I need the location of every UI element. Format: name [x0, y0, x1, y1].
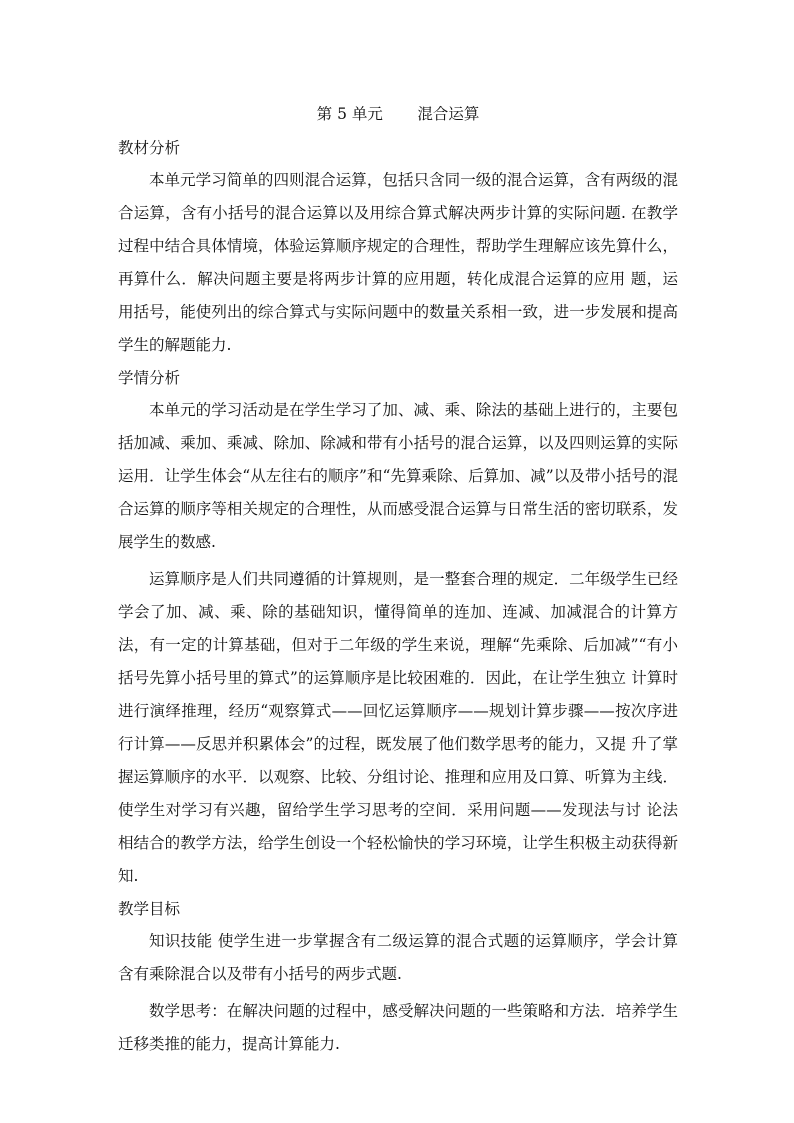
student-analysis-paragraph-2: 运算顺序是人们共同遵循的计算规则，是一整套合理的规定．二年级学生已经学会了加、减、乘、除的基础知识，懂得简单的连加、连减、加减混合的计算方法，有一定的计算基础，但对于二年级的学生来说，理解“先乘除、后加减”“有小括号先算小括号里的算式”的运算顺序是比较困难的．因此，在让学生独立 计算时进行演绎推理，经历“观察算式——回忆运算顺序——规划计算步骤——按次序进行计算——反思并积累体会”的过程，既发展了他们数学思考的能力，又提 升了掌握运算顺序的水平．以观察、比较、分组讨论、推理和应用及口算、听算为主线．使学生对学习有兴趣，留给学生学习思考的空间．采用问题——发现法与讨 论法相结合的教学方法，给学生创设一个轻松愉快的学习环境，让学生积极主动获得新知. [118, 570, 678, 885]
section-heading-textbook-analysis: 教材分析 [118, 139, 181, 157]
document-body [118, 96, 678, 1061]
teaching-goals-paragraph-2: 数学思考：在解决问题的过程中，感受解决问题的一些策略和方法．培养学生迁移类推的能力，提高计算能力. [118, 1002, 678, 1053]
section-heading-teaching-goals: 教学目标 [118, 900, 181, 918]
student-analysis-paragraph-1: 本单元的学习活动是在学生学习了加、减、乘、除法的基础上进行的，主要包括加减、乘加、乘减、除加、除减和带有小括号的混合运算，以及四则运算的实际运用．让学生体会“从左往右的顺序”和“先算乘除、后算加、减”以及带小括号的混合运算的顺序等相关规定的合理性，从而感受混合运算与日常生活的密切联系，发展学生的数感. [118, 401, 678, 551]
unit-title: 第 5 单元 混合运算 [316, 105, 480, 123]
section-heading-student-analysis: 学情分析 [118, 369, 181, 387]
textbook-analysis-paragraph: 本单元学习简单的四则混合运算，包括只含同一级的混合运算，含有两级的混合运算，含有小括号的混合运算以及用综合算式解决两步计算的实际问题. 在教学过程中结合具体情境，体验运算顺序规定的合理性，帮助学生理解应该先算什么，再算什么．解决问题主要是将两步计算的应用题，转化成混合运算的应用 题，运用括号，能使列出的综合算式与实际问题中的数量关系相一致，进一步发展和提高学生的解题能力. [118, 171, 678, 354]
teaching-goals-paragraph-1: 知识技能 使学生进一步掌握含有二级运算的混合式题的运算顺序，学会计算含有乘除混合以及带有小括号的两步式题. [118, 932, 678, 983]
